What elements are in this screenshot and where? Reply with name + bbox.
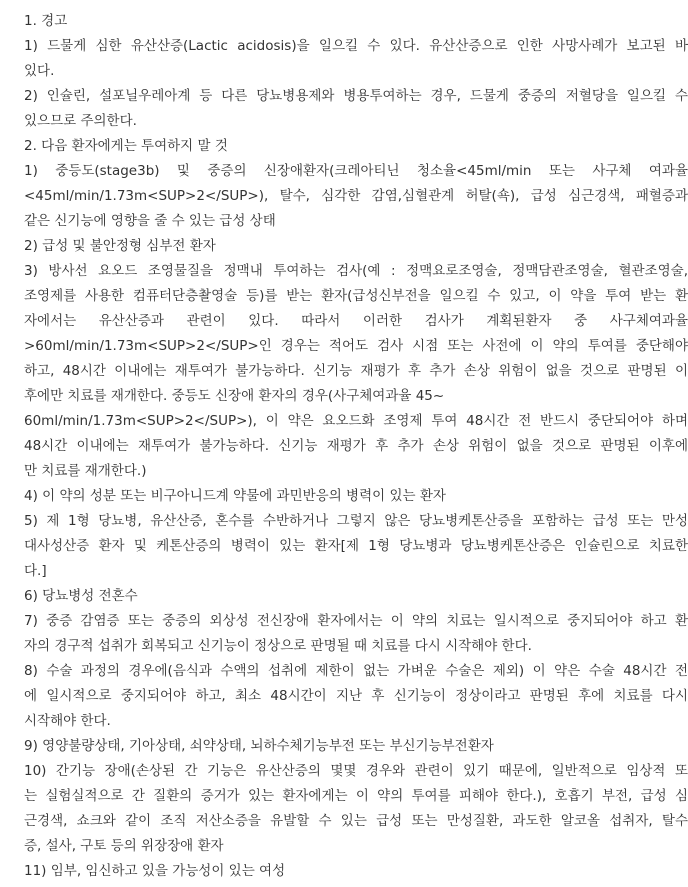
text-line: 8) 수술 과정의 경우에(음식과 수액의 섭취에 제한이 없는 가벼운 수술은 제외) 이 약은 수술 48시간 전 bbox=[24, 663, 688, 679]
text-line: 9) 영양불량상태, 기아상태, 쇠약상태, 뇌하수체기능부전 또는 부신기능부전환자 bbox=[24, 738, 494, 754]
text-line: 2) 인슐린, 설포닐우레아계 등 다른 당뇨병용제와 병용투여하는 경우, 드물게 중증의 저혈당을 일으킬 수 bbox=[24, 88, 688, 104]
text-line: 같은 신기능에 영향을 줄 수 있는 급성 상태 bbox=[24, 213, 276, 229]
text-line: 는 실험실적으로 간 질환의 증거가 있는 환자에게는 이 약의 투여를 피해야 한다.), 호흡기 부전, 급성 심 bbox=[24, 788, 688, 804]
text-line: <45ml/min/1.73m<SUP>2</SUP>), 탈수, 심각한 감염,심혈관계 허탈(쇽), 급성 심근경색, 패혈증과 bbox=[24, 188, 688, 204]
text-line: 다.] bbox=[24, 563, 47, 579]
text-line: 있으므로 주의한다. bbox=[24, 113, 137, 129]
text-line: 1. 경고 bbox=[24, 13, 68, 29]
text-line: 자의 경구적 섭취가 회복되고 신기능이 정상으로 판명될 때 치료를 다시 시작해야 한다. bbox=[24, 638, 532, 654]
text-line: 조영제를 사용한 컴퓨터단층촬영술 등)를 받는 환자(급성신부전을 일으킬 수 있고, 이 약을 투여 받는 환 bbox=[24, 288, 688, 304]
text-line: 에 일시적으로 중지되어야 하고, 최소 48시간이 지난 후 신기능이 정상이라고 판명된 후에 치료를 다시 bbox=[24, 688, 688, 704]
text-line: 10) 간기능 장애(손상된 간 기능은 유산산증의 몇몇 경우와 관련이 있기 때문에, 일반적으로 임상적 또 bbox=[24, 763, 688, 779]
text-line: 11) 임부, 임신하고 있을 가능성이 있는 여성 bbox=[24, 863, 286, 879]
text-line: 후에만 치료를 재개한다. 중등도 신장애 환자의 경우(사구체여과율 45~ bbox=[24, 388, 445, 404]
text-line: >60ml/min/1.73m<SUP>2</SUP>인 경우는 적어도 검사 시점 또는 사전에 이 약의 투여를 중단해야 bbox=[24, 338, 688, 354]
text-line: 근경색, 쇼크와 같이 조직 저산소증을 유발할 수 있는 급성 또는 만성질환, 과도한 알코올 섭취자, 탈수 bbox=[24, 813, 688, 829]
text-line: 있다. bbox=[24, 63, 55, 79]
text-line: 하고, 48시간 이내에는 재투여가 불가능하다. 신기능 재평가 후 추가 손상 위험이 없을 것으로 판명된 이 bbox=[24, 363, 688, 379]
text-line: 만 치료를 재개한다.) bbox=[24, 463, 147, 479]
text-line: 시작해야 한다. bbox=[24, 713, 111, 729]
text-line: 1) 중등도(stage3b) 및 중증의 신장애환자(크레아티닌 청소율<45ml/min 또는 사구체 여과율 bbox=[24, 163, 688, 179]
text-line: 자에서는 유산산증과 관련이 있다. 따라서 이러한 검사가 계획된환자 중 사구체여과율 bbox=[24, 313, 688, 329]
text-line: 1) 드물게 심한 유산산증(Lactic acidosis)을 일으킬 수 있다. 유산산증으로 인한 사망사례가 보고된 바 bbox=[24, 38, 688, 54]
text-line: 6) 당뇨병성 전혼수 bbox=[24, 588, 138, 604]
text-line: 4) 이 약의 성분 또는 비구아니드계 약물에 과민반응의 병력이 있는 환자 bbox=[24, 488, 446, 504]
text-line: 2) 급성 및 불안정형 심부전 환자 bbox=[24, 238, 216, 254]
text-line: 대사성산증 환자 및 케톤산증의 병력이 있는 환자[제 1형 당뇨병과 당뇨병케톤산증은 인슐린으로 치료한 bbox=[24, 538, 688, 554]
text-line: 48시간 이내에는 재투여가 불가능하다. 신기능 재평가 후 추가 손상 위험이 없을 것으로 판명된 이후에 bbox=[24, 438, 688, 454]
text-line: 5) 제 1형 당뇨병, 유산산증, 혼수를 수반하거나 그렇지 않은 당뇨병케톤산증을 포함하는 급성 또는 만성 bbox=[24, 513, 688, 529]
text-line: 3) 방사선 요오드 조영물질을 정맥내 투여하는 검사(예 : 정맥요로조영술, 정맥담관조영술, 혈관조영술, bbox=[24, 263, 688, 279]
text-line: 60ml/min/1.73m<SUP>2</SUP>), 이 약은 요오드화 조영제 투여 48시간 전 반드시 중단되어야 하며 bbox=[24, 413, 688, 429]
text-line: 2. 다음 환자에게는 투여하지 말 것 bbox=[24, 138, 228, 154]
text-line: 증, 설사, 구토 등의 위장장애 환자 bbox=[24, 838, 224, 854]
text-line: 7) 중증 감염증 또는 중증의 외상성 전신장애 환자에서는 이 약의 치료는 일시적으로 중지되어야 하고 환 bbox=[24, 613, 688, 629]
